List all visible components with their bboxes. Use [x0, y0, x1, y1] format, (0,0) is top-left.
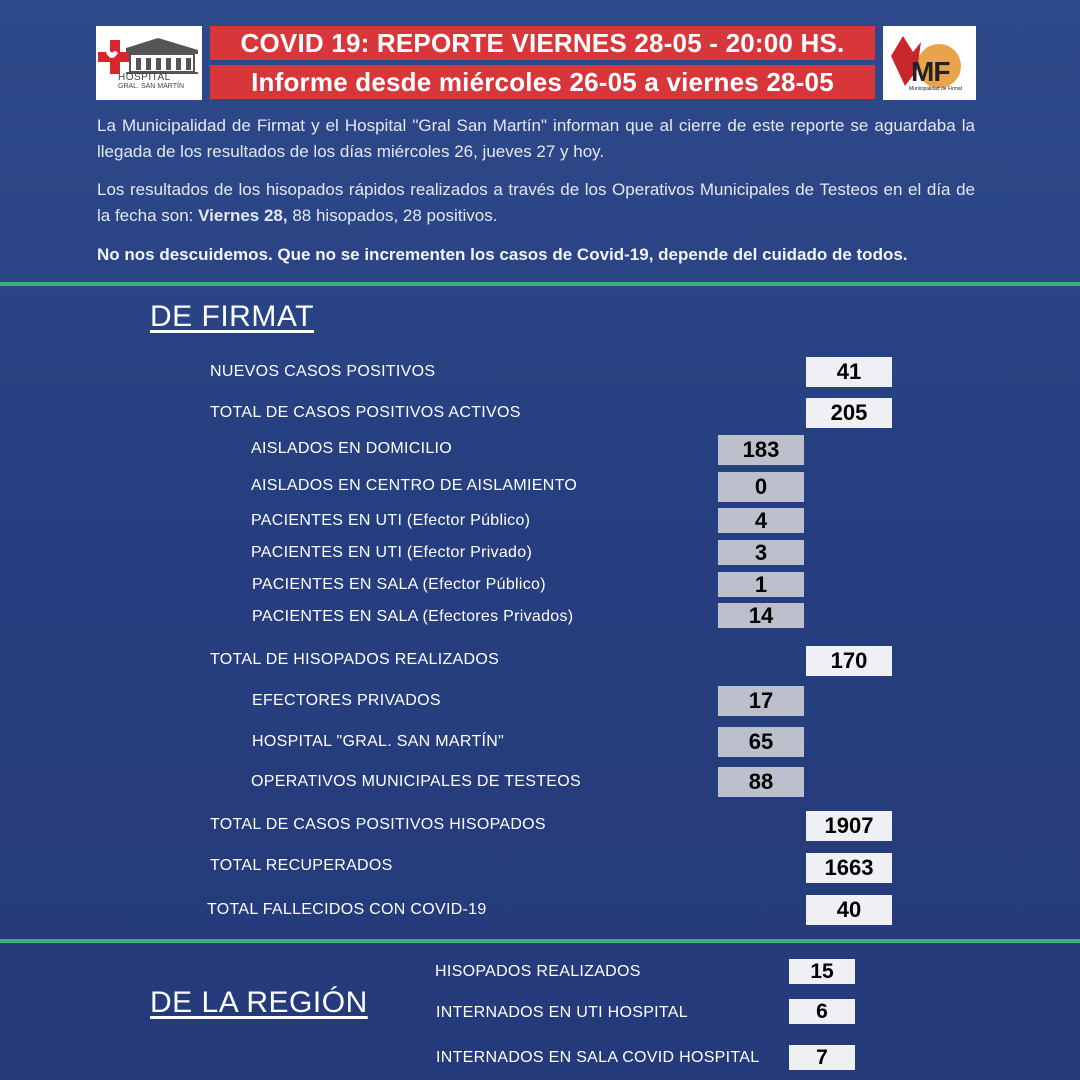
region-stat-label: INTERNADOS EN UTI HOSPITAL [436, 1004, 688, 1021]
hospital-logo-subname: GRAL. SAN MARTÍN [118, 83, 184, 90]
region-stat-value: 6 [789, 999, 855, 1024]
stat-value: 205 [806, 398, 892, 428]
stat-value: 41 [806, 357, 892, 387]
intro-paragraph-3: No nos descuidemos. Que no se incrementen los casos de Covid-19, depende del cuidado de todos. [97, 245, 908, 264]
stat-label: TOTAL RECUPERADOS [210, 857, 393, 874]
stat-value: 40 [806, 895, 892, 925]
municipality-logo-caption: Municipalidad de Firmat [909, 86, 963, 92]
stat-label: TOTAL DE CASOS POSITIVOS HISOPADOS [210, 816, 546, 833]
section-divider [0, 939, 1080, 943]
stat-value: 14 [718, 603, 804, 628]
intro-paragraph-2-text: Los resultados de los hisopados rápidos realizados a través de los Operativos Municipales de Testeos en el día de la fecha son: [97, 180, 975, 225]
municipality-logo [883, 26, 976, 100]
stat-value: 3 [718, 540, 804, 565]
stat-value: 170 [806, 646, 892, 676]
stat-value: 4 [718, 508, 804, 533]
stat-value: 1907 [806, 811, 892, 841]
stat-label: AISLADOS EN DOMICILIO [251, 440, 453, 457]
hospital-logo [96, 26, 202, 100]
stat-value: 88 [718, 767, 804, 797]
stat-value: 183 [718, 435, 804, 465]
stat-label: PACIENTES EN UTI (Efector Privado) [251, 544, 533, 561]
intro-paragraph-2-results: 88 hisopados, 28 positivos. [287, 206, 498, 225]
stat-label: EFECTORES PRIVADOS [252, 692, 441, 709]
intro-paragraph-1: La Municipalidad de Firmat y el Hospital "Gral San Martín" informan que al cierre de este reporte se aguardaba la llegada de los resultados de los días miércoles 26, jueves 27 y hoy. [97, 116, 975, 161]
region-stat-value: 7 [789, 1045, 855, 1070]
stat-label: AISLADOS EN CENTRO DE AISLAMIENTO [251, 477, 578, 494]
section-divider [0, 282, 1080, 286]
stat-label: OPERATIVOS MUNICIPALES DE TESTEOS [251, 773, 581, 790]
stat-label: PACIENTES EN SALA (Efectores Privados) [252, 608, 574, 625]
stat-label: PACIENTES EN SALA (Efector Público) [252, 576, 546, 593]
firmat-section-title: DE FIRMAT [150, 300, 314, 333]
municipality-logo-initials: MF [911, 56, 950, 87]
stat-label: TOTAL DE CASOS POSITIVOS ACTIVOS [210, 404, 521, 421]
region-section-title: DE LA REGIÓN [150, 986, 368, 1019]
region-stat-label: INTERNADOS EN SALA COVID HOSPITAL [436, 1049, 760, 1066]
report-title-banner: COVID 19: REPORTE VIERNES 28-05 - 20:00 HS. [210, 26, 875, 60]
stat-value: 1 [718, 572, 804, 597]
intro-paragraph-2-day: Viernes 28, [198, 206, 288, 225]
stat-value: 0 [718, 472, 804, 502]
stat-label: TOTAL DE HISOPADOS REALIZADOS [210, 651, 500, 668]
intro-paragraph-2 [97, 177, 975, 229]
stat-label: TOTAL FALLECIDOS CON COVID-19 [207, 901, 487, 918]
stat-value: 17 [718, 686, 804, 716]
stat-value: 1663 [806, 853, 892, 883]
stat-value: 65 [718, 727, 804, 757]
stat-label: NUEVOS CASOS POSITIVOS [210, 363, 436, 380]
hospital-logo-name: HOSPITAL [118, 72, 171, 83]
report-period-banner: Informe desde miércoles 26-05 a viernes 28-05 [210, 65, 875, 99]
stat-label: HOSPITAL "GRAL. SAN MARTÍN" [252, 733, 505, 750]
region-stat-label: HISOPADOS REALIZADOS [435, 963, 641, 980]
stat-label: PACIENTES EN UTI (Efector Público) [251, 512, 531, 529]
region-stat-value: 15 [789, 959, 855, 984]
